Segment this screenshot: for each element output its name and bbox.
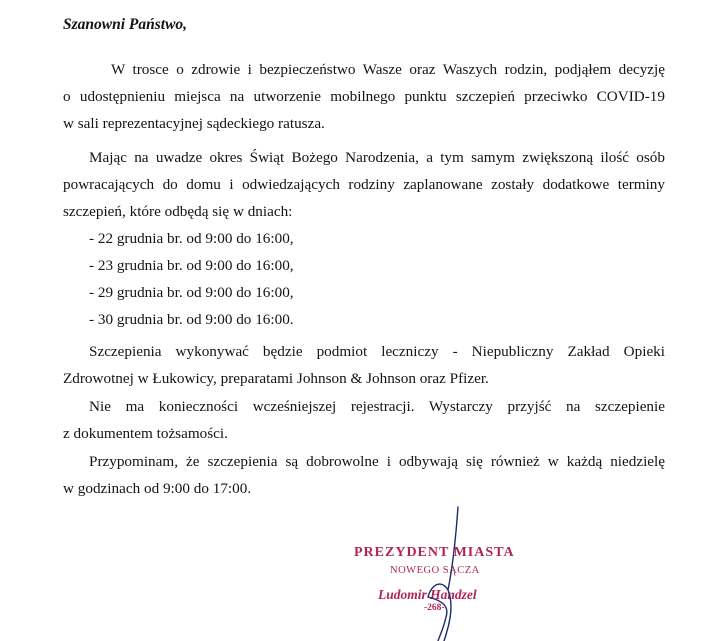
- paragraph-2-line-2: powracających do domu i odwiedzających rodziny zaplanowane zostały dodatkowe terminy: [63, 176, 665, 193]
- stamp-title: PREZYDENT MIASTA: [354, 545, 515, 560]
- date-item: - 22 grudnia br. od 9:00 do 16:00,: [89, 230, 294, 247]
- paragraph-4-line-1: Nie ma konieczności wcześniejszej rejestracji. Wystarczy przyjść na szczepienie: [89, 398, 665, 415]
- paragraph-2-line-1: Mając na uwadze okres Świąt Bożego Narodzenia, a tym samym zwiększoną ilość osób: [89, 149, 665, 166]
- greeting: Szanowni Państwo,: [63, 16, 188, 33]
- paragraph-3-line-2: Zdrowotnej w Łukowicy, preparatami Johnson & Johnson oraz Pfizer.: [63, 370, 489, 387]
- paragraph-1-line-3: w sali reprezentacyjnej sądeckiego ratusza.: [63, 115, 325, 132]
- paragraph-1-line-2: o udostępnieniu miejsca na utworzenie mobilnego punktu szczepień przeciwko COVID-19: [63, 88, 665, 105]
- paragraph-5-line-2: w godzinach od 9:00 do 17:00.: [63, 480, 252, 497]
- handwritten-signature: [420, 505, 480, 641]
- paragraph-2-line-3: szczepień, które odbędą się w dniach:: [63, 203, 293, 220]
- stamp-number: -268-: [424, 603, 445, 613]
- paragraph-1-line-1: W trosce o zdrowie i bezpieczeństwo Wasze oraz Waszych rodzin, podjąłem decyzję: [111, 61, 665, 78]
- date-item: - 23 grudnia br. od 9:00 do 16:00,: [89, 257, 294, 274]
- paragraph-4-line-2: z dokumentem tożsamości.: [63, 425, 228, 442]
- paragraph-3-line-1: Szczepienia wykonywać będzie podmiot leczniczy - Niepubliczny Zakład Opieki: [89, 343, 665, 360]
- stamp-name: Ludomir Handzel: [378, 587, 477, 602]
- date-item: - 29 grudnia br. od 9:00 do 16:00,: [89, 284, 294, 301]
- date-item: - 30 grudnia br. od 9:00 do 16:00.: [89, 311, 294, 328]
- paragraph-5-line-1: Przypominam, że szczepienia są dobrowolne i odbywają się również w każdą niedzielę: [89, 453, 665, 470]
- stamp-city: NOWEGO SĄCZA: [390, 565, 480, 576]
